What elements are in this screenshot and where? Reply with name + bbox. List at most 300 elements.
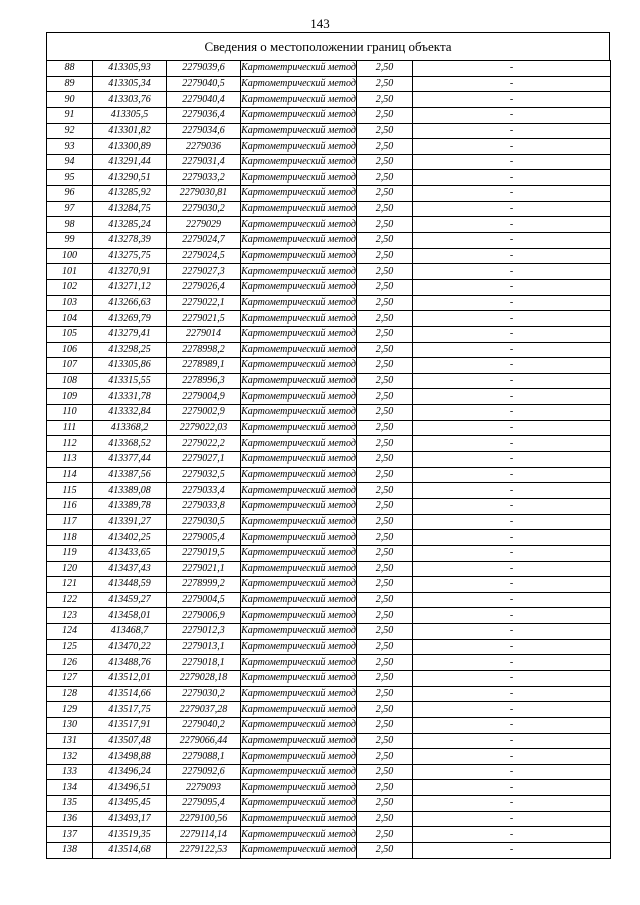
table-row bbox=[47, 655, 611, 671]
method-cell: Картометрический метод bbox=[241, 608, 357, 624]
y-coordinate-cell: 2279031,4 bbox=[167, 154, 241, 170]
x-coordinate-cell: 413448,59 bbox=[93, 577, 167, 593]
accuracy-cell: 2,50 bbox=[357, 201, 413, 217]
accuracy-cell: 2,50 bbox=[357, 452, 413, 468]
y-coordinate-cell: 2279013,1 bbox=[167, 639, 241, 655]
description-cell: - bbox=[413, 655, 611, 671]
table-row bbox=[47, 514, 611, 530]
point-number-cell: 109 bbox=[47, 389, 93, 405]
point-number-cell: 108 bbox=[47, 373, 93, 389]
description-cell: - bbox=[413, 248, 611, 264]
table-title: Сведения о местоположении границ объекта bbox=[46, 32, 610, 60]
y-coordinate-cell: 2279033,2 bbox=[167, 170, 241, 186]
point-number-cell: 131 bbox=[47, 733, 93, 749]
description-cell: - bbox=[413, 577, 611, 593]
point-number-cell: 125 bbox=[47, 639, 93, 655]
description-cell: - bbox=[413, 389, 611, 405]
method-cell: Картометрический метод bbox=[241, 217, 357, 233]
method-cell: Картометрический метод bbox=[241, 592, 357, 608]
y-coordinate-cell: 2279005,4 bbox=[167, 530, 241, 546]
description-cell: - bbox=[413, 624, 611, 640]
point-number-cell: 91 bbox=[47, 107, 93, 123]
y-coordinate-cell: 2279022,1 bbox=[167, 295, 241, 311]
method-cell: Картометрический метод bbox=[241, 545, 357, 561]
x-coordinate-cell: 413291,44 bbox=[93, 154, 167, 170]
y-coordinate-cell: 2279093 bbox=[167, 780, 241, 796]
description-cell: - bbox=[413, 420, 611, 436]
x-coordinate-cell: 413519,35 bbox=[93, 827, 167, 843]
table-row bbox=[47, 248, 611, 264]
method-cell: Картометрический метод bbox=[241, 295, 357, 311]
x-coordinate-cell: 413271,12 bbox=[93, 279, 167, 295]
accuracy-cell: 2,50 bbox=[357, 170, 413, 186]
table-row bbox=[47, 452, 611, 468]
point-number-cell: 95 bbox=[47, 170, 93, 186]
point-number-cell: 100 bbox=[47, 248, 93, 264]
x-coordinate-cell: 413433,65 bbox=[93, 545, 167, 561]
y-coordinate-cell: 2279040,2 bbox=[167, 717, 241, 733]
table-row bbox=[47, 76, 611, 92]
description-cell: - bbox=[413, 107, 611, 123]
point-number-cell: 88 bbox=[47, 61, 93, 77]
method-cell: Картометрический метод bbox=[241, 670, 357, 686]
point-number-cell: 97 bbox=[47, 201, 93, 217]
table-row bbox=[47, 201, 611, 217]
method-cell: Картометрический метод bbox=[241, 248, 357, 264]
method-cell: Картометрический метод bbox=[241, 639, 357, 655]
page-number: 143 bbox=[310, 16, 330, 31]
accuracy-cell: 2,50 bbox=[357, 608, 413, 624]
accuracy-cell: 2,50 bbox=[357, 483, 413, 499]
y-coordinate-cell: 2279019,5 bbox=[167, 545, 241, 561]
table-row bbox=[47, 702, 611, 718]
method-cell: Картометрический метод bbox=[241, 420, 357, 436]
accuracy-cell: 2,50 bbox=[357, 655, 413, 671]
x-coordinate-cell: 413517,75 bbox=[93, 702, 167, 718]
x-coordinate-cell: 413389,08 bbox=[93, 483, 167, 499]
table-row bbox=[47, 843, 611, 859]
method-cell: Картометрический метод bbox=[241, 780, 357, 796]
table-row bbox=[47, 170, 611, 186]
method-cell: Картометрический метод bbox=[241, 123, 357, 139]
description-cell: - bbox=[413, 483, 611, 499]
method-cell: Картометрический метод bbox=[241, 843, 357, 859]
y-coordinate-cell: 2279028,18 bbox=[167, 670, 241, 686]
accuracy-cell: 2,50 bbox=[357, 796, 413, 812]
method-cell: Картометрический метод bbox=[241, 61, 357, 77]
y-coordinate-cell: 2279100,56 bbox=[167, 811, 241, 827]
description-cell: - bbox=[413, 61, 611, 77]
x-coordinate-cell: 413331,78 bbox=[93, 389, 167, 405]
point-number-cell: 129 bbox=[47, 702, 93, 718]
accuracy-cell: 2,50 bbox=[357, 248, 413, 264]
y-coordinate-cell: 2279114,14 bbox=[167, 827, 241, 843]
table-row bbox=[47, 186, 611, 202]
accuracy-cell: 2,50 bbox=[357, 467, 413, 483]
y-coordinate-cell: 2279014 bbox=[167, 326, 241, 342]
point-number-cell: 123 bbox=[47, 608, 93, 624]
x-coordinate-cell: 413285,24 bbox=[93, 217, 167, 233]
method-cell: Картометрический метод bbox=[241, 717, 357, 733]
point-number-cell: 120 bbox=[47, 561, 93, 577]
description-cell: - bbox=[413, 670, 611, 686]
method-cell: Картометрический метод bbox=[241, 279, 357, 295]
method-cell: Картометрический метод bbox=[241, 811, 357, 827]
table-row bbox=[47, 154, 611, 170]
x-coordinate-cell: 413402,25 bbox=[93, 530, 167, 546]
table-row bbox=[47, 107, 611, 123]
y-coordinate-cell: 2279018,1 bbox=[167, 655, 241, 671]
description-cell: - bbox=[413, 530, 611, 546]
accuracy-cell: 2,50 bbox=[357, 749, 413, 765]
point-number-cell: 94 bbox=[47, 154, 93, 170]
x-coordinate-cell: 413305,5 bbox=[93, 107, 167, 123]
y-coordinate-cell: 2279033,8 bbox=[167, 498, 241, 514]
accuracy-cell: 2,50 bbox=[357, 561, 413, 577]
x-coordinate-cell: 413389,78 bbox=[93, 498, 167, 514]
method-cell: Картометрический метод bbox=[241, 92, 357, 108]
y-coordinate-cell: 2279034,6 bbox=[167, 123, 241, 139]
point-number-cell: 98 bbox=[47, 217, 93, 233]
y-coordinate-cell: 2279095,4 bbox=[167, 796, 241, 812]
method-cell: Картометрический метод bbox=[241, 373, 357, 389]
x-coordinate-cell: 413458,01 bbox=[93, 608, 167, 624]
description-cell: - bbox=[413, 154, 611, 170]
table-row bbox=[47, 389, 611, 405]
table-row bbox=[47, 405, 611, 421]
table-row bbox=[47, 264, 611, 280]
description-cell: - bbox=[413, 186, 611, 202]
point-number-cell: 89 bbox=[47, 76, 93, 92]
point-number-cell: 110 bbox=[47, 405, 93, 421]
x-coordinate-cell: 413377,44 bbox=[93, 452, 167, 468]
point-number-cell: 113 bbox=[47, 452, 93, 468]
accuracy-cell: 2,50 bbox=[357, 420, 413, 436]
point-number-cell: 106 bbox=[47, 342, 93, 358]
accuracy-cell: 2,50 bbox=[357, 733, 413, 749]
x-coordinate-cell: 413315,55 bbox=[93, 373, 167, 389]
y-coordinate-cell: 2279036 bbox=[167, 139, 241, 155]
method-cell: Картометрический метод bbox=[241, 358, 357, 374]
point-number-cell: 92 bbox=[47, 123, 93, 139]
accuracy-cell: 2,50 bbox=[357, 498, 413, 514]
point-number-cell: 118 bbox=[47, 530, 93, 546]
method-cell: Картометрический метод bbox=[241, 405, 357, 421]
description-cell: - bbox=[413, 702, 611, 718]
table-row bbox=[47, 233, 611, 249]
point-number-cell: 136 bbox=[47, 811, 93, 827]
accuracy-cell: 2,50 bbox=[357, 389, 413, 405]
x-coordinate-cell: 413269,79 bbox=[93, 311, 167, 327]
table-row bbox=[47, 749, 611, 765]
description-cell: - bbox=[413, 436, 611, 452]
y-coordinate-cell: 2279026,4 bbox=[167, 279, 241, 295]
description-cell: - bbox=[413, 139, 611, 155]
x-coordinate-cell: 413488,76 bbox=[93, 655, 167, 671]
table-row bbox=[47, 217, 611, 233]
accuracy-cell: 2,50 bbox=[357, 780, 413, 796]
y-coordinate-cell: 2279032,5 bbox=[167, 467, 241, 483]
accuracy-cell: 2,50 bbox=[357, 843, 413, 859]
method-cell: Картометрический метод bbox=[241, 764, 357, 780]
table-row bbox=[47, 420, 611, 436]
accuracy-cell: 2,50 bbox=[357, 827, 413, 843]
table-row bbox=[47, 811, 611, 827]
point-number-cell: 130 bbox=[47, 717, 93, 733]
point-number-cell: 103 bbox=[47, 295, 93, 311]
table-row bbox=[47, 608, 611, 624]
accuracy-cell: 2,50 bbox=[357, 702, 413, 718]
y-coordinate-cell: 2279006,9 bbox=[167, 608, 241, 624]
method-cell: Картометрический метод bbox=[241, 624, 357, 640]
accuracy-cell: 2,50 bbox=[357, 639, 413, 655]
description-cell: - bbox=[413, 514, 611, 530]
table-row bbox=[47, 467, 611, 483]
x-coordinate-cell: 413512,01 bbox=[93, 670, 167, 686]
point-number-cell: 119 bbox=[47, 545, 93, 561]
table-row bbox=[47, 61, 611, 77]
description-cell: - bbox=[413, 92, 611, 108]
table-row bbox=[47, 577, 611, 593]
table-row bbox=[47, 123, 611, 139]
description-cell: - bbox=[413, 639, 611, 655]
accuracy-cell: 2,50 bbox=[357, 717, 413, 733]
x-coordinate-cell: 413496,51 bbox=[93, 780, 167, 796]
y-coordinate-cell: 2278989,1 bbox=[167, 358, 241, 374]
table-row bbox=[47, 92, 611, 108]
point-number-cell: 134 bbox=[47, 780, 93, 796]
accuracy-cell: 2,50 bbox=[357, 342, 413, 358]
point-number-cell: 137 bbox=[47, 827, 93, 843]
x-coordinate-cell: 413514,68 bbox=[93, 843, 167, 859]
point-number-cell: 124 bbox=[47, 624, 93, 640]
accuracy-cell: 2,50 bbox=[357, 373, 413, 389]
y-coordinate-cell: 2279024,7 bbox=[167, 233, 241, 249]
description-cell: - bbox=[413, 608, 611, 624]
table-row bbox=[47, 686, 611, 702]
point-number-cell: 96 bbox=[47, 186, 93, 202]
accuracy-cell: 2,50 bbox=[357, 624, 413, 640]
y-coordinate-cell: 2279033,4 bbox=[167, 483, 241, 499]
point-number-cell: 111 bbox=[47, 420, 93, 436]
method-cell: Картометрический метод bbox=[241, 311, 357, 327]
description-cell: - bbox=[413, 279, 611, 295]
x-coordinate-cell: 413303,76 bbox=[93, 92, 167, 108]
accuracy-cell: 2,50 bbox=[357, 123, 413, 139]
point-number-cell: 138 bbox=[47, 843, 93, 859]
point-number-cell: 105 bbox=[47, 326, 93, 342]
table-row bbox=[47, 326, 611, 342]
description-cell: - bbox=[413, 295, 611, 311]
y-coordinate-cell: 2279030,81 bbox=[167, 186, 241, 202]
x-coordinate-cell: 413368,2 bbox=[93, 420, 167, 436]
description-cell: - bbox=[413, 170, 611, 186]
description-cell: - bbox=[413, 76, 611, 92]
y-coordinate-cell: 2279012,3 bbox=[167, 624, 241, 640]
x-coordinate-cell: 413305,34 bbox=[93, 76, 167, 92]
method-cell: Картометрический метод bbox=[241, 342, 357, 358]
x-coordinate-cell: 413278,39 bbox=[93, 233, 167, 249]
description-cell: - bbox=[413, 811, 611, 827]
description-cell: - bbox=[413, 561, 611, 577]
description-cell: - bbox=[413, 326, 611, 342]
method-cell: Картометрический метод bbox=[241, 514, 357, 530]
x-coordinate-cell: 413459,27 bbox=[93, 592, 167, 608]
point-number-cell: 128 bbox=[47, 686, 93, 702]
x-coordinate-cell: 413270,91 bbox=[93, 264, 167, 280]
y-coordinate-cell: 2279029 bbox=[167, 217, 241, 233]
y-coordinate-cell: 2278998,2 bbox=[167, 342, 241, 358]
point-number-cell: 116 bbox=[47, 498, 93, 514]
description-cell: - bbox=[413, 264, 611, 280]
x-coordinate-cell: 413498,88 bbox=[93, 749, 167, 765]
point-number-cell: 107 bbox=[47, 358, 93, 374]
x-coordinate-cell: 413493,17 bbox=[93, 811, 167, 827]
method-cell: Картометрический метод bbox=[241, 483, 357, 499]
accuracy-cell: 2,50 bbox=[357, 530, 413, 546]
y-coordinate-cell: 2279040,5 bbox=[167, 76, 241, 92]
accuracy-cell: 2,50 bbox=[357, 217, 413, 233]
x-coordinate-cell: 413266,63 bbox=[93, 295, 167, 311]
table-row bbox=[47, 827, 611, 843]
boundary-table-sheet bbox=[46, 32, 610, 859]
y-coordinate-cell: 2279021,1 bbox=[167, 561, 241, 577]
description-cell: - bbox=[413, 796, 611, 812]
description-cell: - bbox=[413, 405, 611, 421]
y-coordinate-cell: 2279040,4 bbox=[167, 92, 241, 108]
description-cell: - bbox=[413, 827, 611, 843]
description-cell: - bbox=[413, 764, 611, 780]
x-coordinate-cell: 413305,93 bbox=[93, 61, 167, 77]
point-number-cell: 90 bbox=[47, 92, 93, 108]
accuracy-cell: 2,50 bbox=[357, 670, 413, 686]
table-row bbox=[47, 780, 611, 796]
method-cell: Картометрический метод bbox=[241, 154, 357, 170]
method-cell: Картометрический метод bbox=[241, 749, 357, 765]
x-coordinate-cell: 413470,22 bbox=[93, 639, 167, 655]
table-row bbox=[47, 498, 611, 514]
table-row bbox=[47, 295, 611, 311]
point-number-cell: 112 bbox=[47, 436, 93, 452]
description-cell: - bbox=[413, 373, 611, 389]
table-row bbox=[47, 342, 611, 358]
x-coordinate-cell: 413437,43 bbox=[93, 561, 167, 577]
method-cell: Картометрический метод bbox=[241, 577, 357, 593]
method-cell: Картометрический метод bbox=[241, 702, 357, 718]
table-row bbox=[47, 624, 611, 640]
accuracy-cell: 2,50 bbox=[357, 61, 413, 77]
x-coordinate-cell: 413514,66 bbox=[93, 686, 167, 702]
y-coordinate-cell: 2278999,2 bbox=[167, 577, 241, 593]
method-cell: Картометрический метод bbox=[241, 452, 357, 468]
description-cell: - bbox=[413, 342, 611, 358]
accuracy-cell: 2,50 bbox=[357, 76, 413, 92]
y-coordinate-cell: 2279122,53 bbox=[167, 843, 241, 859]
table-row bbox=[47, 279, 611, 295]
table-row bbox=[47, 639, 611, 655]
x-coordinate-cell: 413391,27 bbox=[93, 514, 167, 530]
description-cell: - bbox=[413, 749, 611, 765]
description-cell: - bbox=[413, 467, 611, 483]
accuracy-cell: 2,50 bbox=[357, 436, 413, 452]
y-coordinate-cell: 2279092,6 bbox=[167, 764, 241, 780]
point-number-cell: 127 bbox=[47, 670, 93, 686]
method-cell: Картометрический метод bbox=[241, 686, 357, 702]
method-cell: Картометрический метод bbox=[241, 264, 357, 280]
accuracy-cell: 2,50 bbox=[357, 311, 413, 327]
accuracy-cell: 2,50 bbox=[357, 405, 413, 421]
boundary-points-table bbox=[46, 60, 611, 859]
x-coordinate-cell: 413279,41 bbox=[93, 326, 167, 342]
y-coordinate-cell: 2279030,2 bbox=[167, 686, 241, 702]
x-coordinate-cell: 413507,48 bbox=[93, 733, 167, 749]
x-coordinate-cell: 413368,52 bbox=[93, 436, 167, 452]
description-cell: - bbox=[413, 592, 611, 608]
method-cell: Картометрический метод bbox=[241, 436, 357, 452]
table-row bbox=[47, 373, 611, 389]
accuracy-cell: 2,50 bbox=[357, 139, 413, 155]
x-coordinate-cell: 413285,92 bbox=[93, 186, 167, 202]
description-cell: - bbox=[413, 717, 611, 733]
accuracy-cell: 2,50 bbox=[357, 358, 413, 374]
point-number-cell: 135 bbox=[47, 796, 93, 812]
y-coordinate-cell: 2279036,4 bbox=[167, 107, 241, 123]
method-cell: Картометрический метод bbox=[241, 827, 357, 843]
x-coordinate-cell: 413301,82 bbox=[93, 123, 167, 139]
accuracy-cell: 2,50 bbox=[357, 514, 413, 530]
method-cell: Картометрический метод bbox=[241, 796, 357, 812]
table-row bbox=[47, 530, 611, 546]
table-row bbox=[47, 483, 611, 499]
description-cell: - bbox=[413, 545, 611, 561]
description-cell: - bbox=[413, 233, 611, 249]
y-coordinate-cell: 2279030,5 bbox=[167, 514, 241, 530]
description-cell: - bbox=[413, 452, 611, 468]
y-coordinate-cell: 2279022,03 bbox=[167, 420, 241, 436]
point-number-cell: 122 bbox=[47, 592, 93, 608]
x-coordinate-cell: 413468,7 bbox=[93, 624, 167, 640]
y-coordinate-cell: 2278996,3 bbox=[167, 373, 241, 389]
accuracy-cell: 2,50 bbox=[357, 264, 413, 280]
x-coordinate-cell: 413298,25 bbox=[93, 342, 167, 358]
table-body bbox=[47, 61, 611, 859]
y-coordinate-cell: 2279004,9 bbox=[167, 389, 241, 405]
y-coordinate-cell: 2279004,5 bbox=[167, 592, 241, 608]
y-coordinate-cell: 2279088,1 bbox=[167, 749, 241, 765]
method-cell: Картометрический метод bbox=[241, 186, 357, 202]
method-cell: Картометрический метод bbox=[241, 733, 357, 749]
method-cell: Картометрический метод bbox=[241, 530, 357, 546]
y-coordinate-cell: 2279027,1 bbox=[167, 452, 241, 468]
x-coordinate-cell: 413332,84 bbox=[93, 405, 167, 421]
x-coordinate-cell: 413496,24 bbox=[93, 764, 167, 780]
description-cell: - bbox=[413, 217, 611, 233]
description-cell: - bbox=[413, 780, 611, 796]
description-cell: - bbox=[413, 843, 611, 859]
y-coordinate-cell: 2279037,28 bbox=[167, 702, 241, 718]
description-cell: - bbox=[413, 686, 611, 702]
table-row bbox=[47, 311, 611, 327]
table-row bbox=[47, 358, 611, 374]
accuracy-cell: 2,50 bbox=[357, 811, 413, 827]
accuracy-cell: 2,50 bbox=[357, 764, 413, 780]
point-number-cell: 126 bbox=[47, 655, 93, 671]
y-coordinate-cell: 2279027,3 bbox=[167, 264, 241, 280]
table-row bbox=[47, 764, 611, 780]
description-cell: - bbox=[413, 123, 611, 139]
y-coordinate-cell: 2279039,6 bbox=[167, 61, 241, 77]
x-coordinate-cell: 413290,51 bbox=[93, 170, 167, 186]
